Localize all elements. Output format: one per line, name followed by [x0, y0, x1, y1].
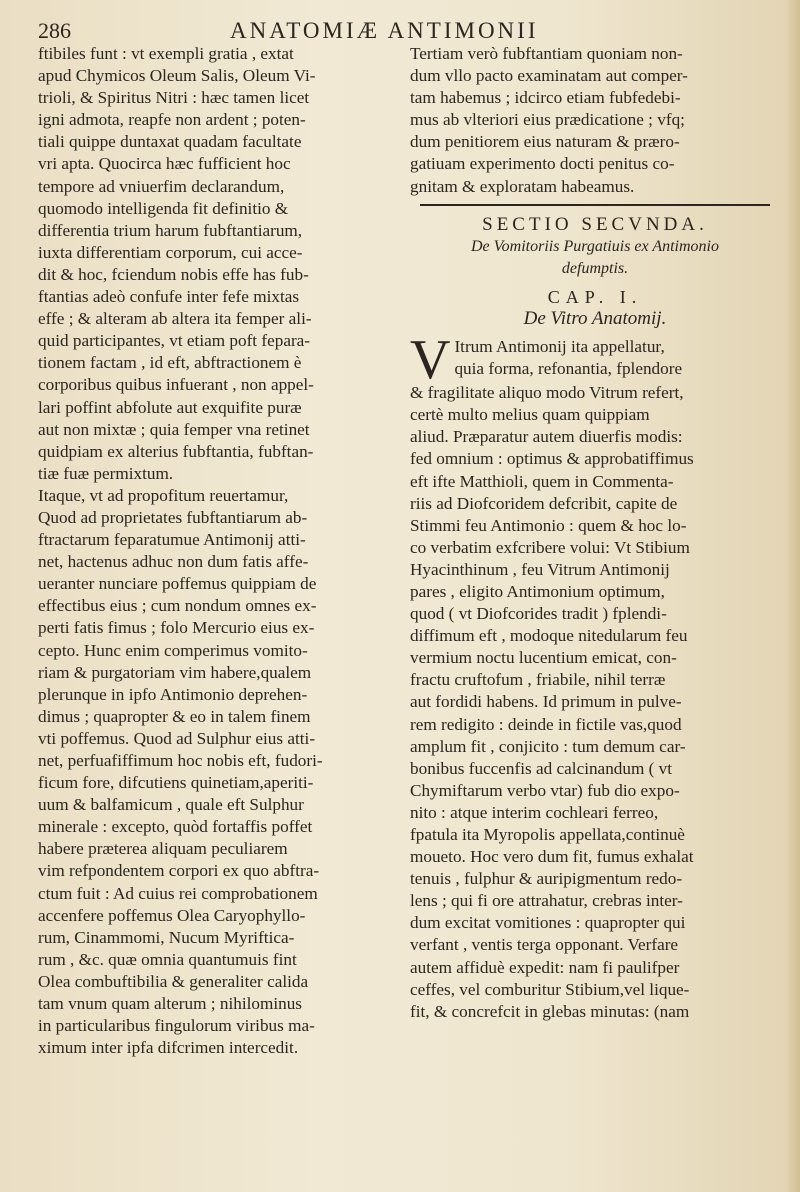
text-line: rum, Cinammomi, Nucum Myrifticа-: [38, 927, 295, 947]
text-line: co verbatim exfcribere volui: Vt Stibium: [410, 537, 690, 557]
text-line: cepto. Hunc enim comperimus vomito-: [38, 640, 308, 660]
text-line: bonibus fuccenfis ad calcinandum ( vt: [410, 758, 673, 778]
text-line: minerale : excepto, quòd fortaffis poffet: [38, 817, 313, 837]
text-line: Olea combuftibilia & generaliter calida: [38, 971, 309, 991]
text-line: riis ad Diofcoridem defcribit, capite de: [410, 493, 678, 513]
text-line: in particularibus fingulorum viribus ma-: [38, 1016, 315, 1036]
text-line: dum excitat vomitiones : quapropter qui: [410, 913, 686, 933]
text-line: corporibus quibus infuerant , non appel-: [38, 375, 314, 395]
text-line: fractu cruftofum , friabile, nihil terræ: [410, 670, 666, 690]
text-line: tionem factam , id eft, abftractionem è: [38, 353, 302, 373]
text-line: igni admota, reapfe non ardent ; poten-: [38, 110, 306, 130]
text-line: gatiuam experimento docti penitus co-: [410, 154, 675, 174]
text-line: vermium noctu lucentium emicat, con-: [410, 648, 677, 668]
text-line: ximum inter ipfa difcrimen intercedit.: [38, 1038, 299, 1058]
section-subtitle-line1: De Vomitoriis Purgatiuis ex Antimonio: [471, 237, 719, 255]
text-line: Tertiam verò fubftantiam quoniam non-: [410, 44, 683, 63]
text-line: quia forma, refonantia, fplendore: [454, 359, 683, 379]
text-line: ceffes, vel comburitur Stibium,vel lique-: [410, 979, 690, 999]
text-line: vim refpondentem corpori ex quo abftra-: [38, 861, 320, 881]
text-line: ftractarum feparatumue Antimonij atti-: [38, 530, 306, 550]
text-line: effe ; & alteram ab altera ita femper ali-: [38, 309, 312, 329]
chapter-opening: [410, 329, 780, 392]
text-line: moueto. Hoc vero dum fit, fumus exhalat: [410, 847, 694, 867]
text-line: net, perfuafiffimum hoc nobis eft, fudori-: [38, 751, 323, 770]
running-title: ANATOMIÆ ANTIMONII: [230, 18, 539, 43]
text-line: tam vnum quam alterum ; nihilominus: [38, 994, 302, 1014]
text-line: aut fordidi habens. Id primum in pulve-: [410, 692, 682, 712]
right-column-top-text: [410, 43, 780, 198]
text-line: mus ab vlteriori eius prædicatione ; vfq;: [410, 110, 685, 130]
text-line: dum vllo pacto examinatam aut comper-: [410, 66, 688, 86]
section-subtitle-line2: defumptis.: [561, 259, 629, 277]
text-line: quid participantes, vt etiam poft fepara-: [38, 331, 311, 351]
text-line: tam habemus ; idcirco etiam fubfedebi-: [410, 88, 681, 108]
text-line: nito : atque interim cochleari ferreo,: [410, 802, 659, 822]
left-column: [38, 43, 396, 1059]
chapter-opening-lines: [410, 329, 780, 392]
text-line: fit, & concrefcit in glebas minutas: (nam: [410, 1001, 690, 1021]
text-line: autem affiduè expedit: nam fi paulifper: [410, 957, 680, 977]
text-line: dimus ; quapropter & eo in talem finem: [38, 706, 311, 726]
text-line: rem redigito : deinde in fictile vas,quod: [410, 714, 682, 734]
text-line: tenuis , fulphur & auripigmentum redo-: [410, 869, 683, 889]
text-line: Stimmi feu Antimonio : quem & hoc lo-: [410, 515, 687, 535]
page-edge-stain: [786, 0, 800, 1192]
chapter-title: De Vitro Anatomij.: [523, 308, 667, 330]
text-line: lari poffint abfolute aut exquifite puræ: [38, 397, 302, 417]
text-line: ftibiles funt : vt exempli gratia , extat: [38, 44, 294, 63]
text-line: gnitam & exploratam habeamus.: [410, 176, 635, 196]
section-title: SECTIO SECVNDA.: [482, 213, 708, 235]
text-line: diffimum eft , modoque nitedularum feu: [410, 626, 688, 646]
text-line: Itrum Antimonij ita appellatur,: [454, 337, 665, 357]
text-line: aut non mixtæ ; quia femper vna retinet: [38, 419, 310, 439]
text-line: vri apta. Quocirca hæc fufficient hoc: [38, 154, 291, 174]
text-line: amplum fit , conjicito : tum demum car-: [410, 736, 686, 756]
right-column: [410, 43, 780, 1023]
text-line: effectibus eius ; cum nondum omnes ex-: [38, 596, 317, 616]
text-line: & fragilitate aliquo modo Vitrum refert,: [410, 383, 684, 403]
text-line: accenfere poffemus Olea Caryophyllo-: [38, 905, 306, 925]
text-line: net, hactenus adhuc non dum fatis affe-: [38, 552, 309, 572]
text-line: habere præterea aliquam peculiarem: [38, 839, 288, 859]
text-line: Chymiftarum verbo vtar) fub dio expo-: [410, 780, 680, 800]
text-line: ctum fuit : Ad cuius rei comprobationem: [38, 883, 318, 903]
text-line: plerunque in ipfo Antimonio deprehen-: [38, 684, 308, 704]
right-column-body-text: [410, 382, 780, 1023]
text-line: lens ; qui fi ore attrahatur, crebras inter-: [410, 891, 683, 911]
text-line: dum penitiorem eius naturam & præro-: [410, 132, 680, 152]
text-line: tiæ fuæ permixtum.: [38, 463, 174, 483]
text-line: pares , eligito Antimonium optimum,: [410, 581, 665, 601]
text-line: trioli, & Spiritus Nitri : hæc tamen licet: [38, 88, 310, 108]
section-divider-rule: [420, 204, 770, 206]
text-line: Itaque, vt ad propofitum reuertamur,: [38, 485, 289, 505]
text-line: ficum fore, difcutiens quinetiam,aperiti-: [38, 773, 314, 793]
text-line: Quod ad proprietates fubftantiarum ab-: [38, 507, 308, 527]
text-line: differentia trium harum fubftantiarum,: [38, 220, 303, 240]
text-line: verfant , ventis terga opponant. Verfare: [410, 935, 679, 955]
text-line: quomodo intelligenda fit definitio &: [38, 198, 289, 218]
text-line: apud Chymicos Oleum Salis, Oleum Vi-: [38, 66, 316, 86]
text-line: tiali quippe duntaxat quadam facultate: [38, 132, 302, 152]
text-line: quod ( vt Diofcorides tradit ) fplendi-: [410, 604, 667, 624]
text-line: certè multo melius quam quippiam: [410, 405, 650, 425]
text-line: fpatula ita Myropolis appellata,continuè: [410, 825, 685, 844]
page-number: 286: [38, 18, 71, 43]
text-line: Hyacinthinum , feu Vitrum Antimonij: [410, 559, 670, 579]
text-line: aliud. Præparatur autem diuerfis modis:: [410, 427, 683, 447]
text-line: iuxta differentiam corporum, cui acce-: [38, 242, 303, 262]
text-line: rum , &c. quæ omnia quantumuis fint: [38, 949, 297, 969]
text-line: uum & balfamicum , quale eft Sulphur: [38, 795, 304, 815]
chapter-label: CAP. I.: [547, 286, 643, 307]
text-line: tempore ad vniuerfim declarandum,: [38, 176, 285, 196]
text-line: perti fatis fimus ; folo Mercurio eius ex-: [38, 618, 315, 638]
drop-cap: V: [410, 329, 451, 392]
text-line: quidpiam ex alterius fubftantia, fubftan-: [38, 441, 314, 461]
text-line: fed omnium : optimus & approbatiffimus: [410, 449, 694, 469]
text-line: dit & hoc, fciendum nobis effe has fub-: [38, 264, 309, 284]
text-line: ueranter nunciare poffemus quippiam de: [38, 574, 317, 594]
text-line: ftantias adeò confufe inter fefe mixtas: [38, 287, 300, 307]
text-line: riam & purgatoriam vim habere,qualem: [38, 662, 312, 682]
text-line: vti poffemus. Quod ad Sulphur eius atti-: [38, 728, 316, 748]
text-line: eft ifte Matthioli, quem in Commenta-: [410, 471, 674, 491]
